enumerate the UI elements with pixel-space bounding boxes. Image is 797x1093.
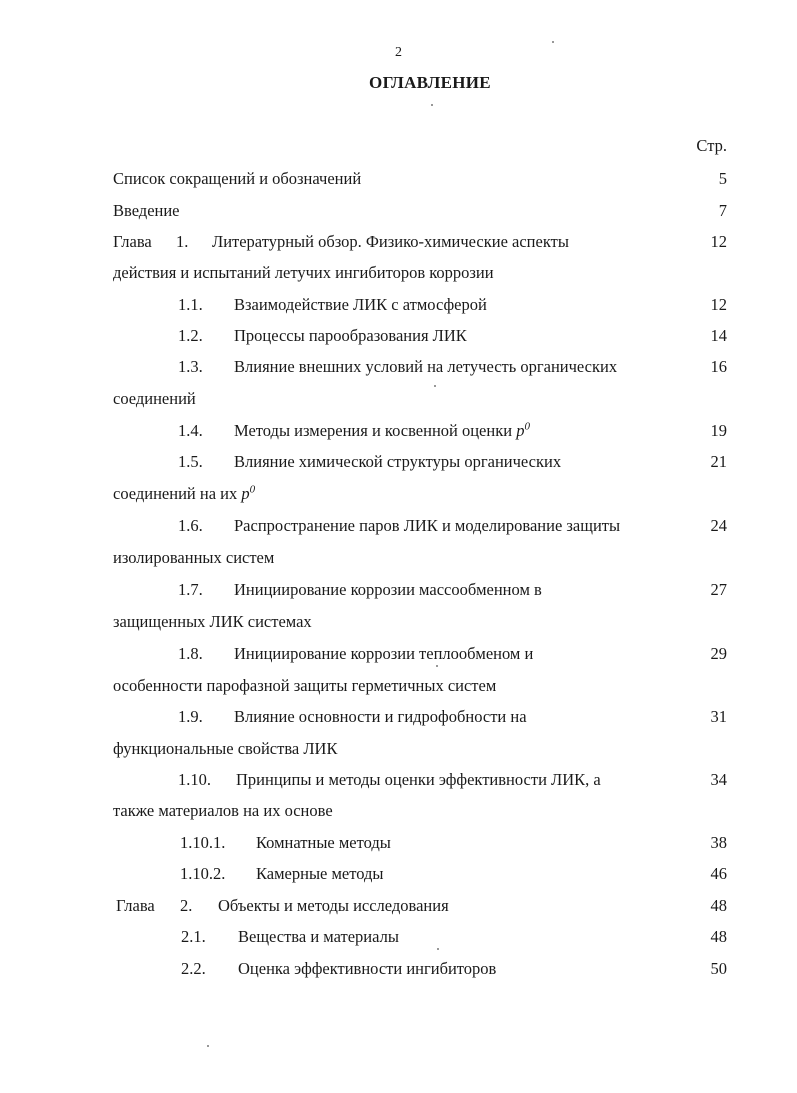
- toc-entry-page: 38: [710, 833, 727, 852]
- toc-entry-continuation: изолированных систем: [113, 548, 275, 567]
- toc-entry-number: 1.7.: [178, 580, 203, 599]
- toc-entry-page: 46: [710, 864, 727, 883]
- toc-entry-page: 5: [718, 169, 727, 188]
- page-title: ОГЛАВЛЕНИЕ: [369, 73, 491, 92]
- toc-entry-page: 7: [718, 201, 727, 220]
- toc-entry-number: 1.2.: [178, 326, 203, 345]
- toc-entry-continuation: соединений: [113, 389, 196, 408]
- toc-entry-continuation: также материалов на их основе: [113, 801, 333, 820]
- toc-entry-text: Список сокращений и обозначений: [113, 169, 362, 188]
- toc-entry-text: Методы измерения и косвенной оценки: [234, 421, 513, 440]
- toc-chapter-label: Глава: [116, 896, 155, 915]
- toc-chapter-label: Глава: [113, 232, 152, 251]
- toc-entry-page: 48: [710, 896, 727, 915]
- toc-entry-page: 27: [710, 580, 727, 599]
- page-column-header: Стр.: [696, 136, 727, 155]
- toc-entry-continuation-line: [113, 484, 255, 504]
- toc-entry-text: Влияние химической структуры органических: [234, 452, 562, 471]
- toc-entry-text: Литературный обзор. Физико-химические аспекты: [212, 232, 569, 251]
- toc-entry-page: 19: [710, 421, 727, 440]
- toc-entry-number: 1.10.2.: [180, 864, 226, 883]
- toc-entry-text: Взаимодействие ЛИК с атмосферой: [234, 295, 487, 314]
- toc-entry-text: Камерные методы: [256, 864, 384, 883]
- toc-entry-page: 16: [710, 357, 727, 376]
- toc-entry-number: 1.6.: [178, 516, 203, 535]
- page-number: 2: [395, 45, 402, 60]
- toc-entry-text: Влияние основности и гидрофобности на: [234, 707, 527, 726]
- toc-entry-page: 12: [710, 295, 727, 314]
- toc-entry-continuation: защищенных ЛИК системах: [113, 612, 312, 631]
- toc-entry-page: 48: [710, 927, 727, 946]
- vapor-pressure-superscript: 0: [524, 420, 530, 433]
- toc-entry-continuation: соединений на их: [113, 484, 238, 503]
- toc-entry-continuation: функциональные свойства ЛИК: [113, 739, 338, 758]
- scan-speck: [436, 665, 438, 667]
- vapor-pressure-superscript: 0: [249, 483, 256, 496]
- toc-entry-number: 1.10.: [178, 770, 211, 789]
- toc-entry-number: 1.10.1.: [180, 833, 226, 852]
- toc-entry-continuation: особенности парофазной защиты герметичных систем: [113, 676, 497, 695]
- toc-entry-number: 1.8.: [178, 644, 203, 663]
- scan-speck: [207, 1045, 209, 1047]
- toc-entry-page: 12: [710, 232, 727, 251]
- scan-speck: [552, 41, 554, 43]
- vapor-pressure-symbol: p: [241, 484, 250, 503]
- toc-entry-text: Принципы и методы оценки эффективности ЛИК, а: [236, 770, 601, 789]
- toc-entry-page: 29: [710, 644, 727, 663]
- toc-entry-number: 1.3.: [178, 357, 203, 376]
- toc-entry-text: Инициирование коррозии теплообменом и: [234, 644, 534, 663]
- toc-entry-text: Комнатные методы: [256, 833, 391, 852]
- scan-speck: [431, 104, 433, 106]
- toc-entry-text: Объекты и методы исследования: [218, 896, 449, 915]
- toc-entry-page: 34: [710, 770, 727, 789]
- toc-entry-number: 2.: [180, 896, 193, 915]
- toc-entry-text: Влияние внешних условий на летучесть органических: [234, 357, 618, 376]
- toc-entry-page: 21: [710, 452, 727, 471]
- vapor-pressure-symbol: p: [516, 421, 525, 440]
- toc-entry-page: 24: [710, 516, 727, 535]
- toc-entry-number: 1.5.: [178, 452, 203, 471]
- toc-entry-number: 2.2.: [181, 959, 206, 978]
- toc-entry-text: Введение: [113, 201, 180, 220]
- toc-entry-text: Процессы парообразования ЛИК: [234, 326, 467, 345]
- toc-entry-text: Оценка эффективности ингибиторов: [238, 959, 497, 978]
- toc-entry-number: 1.9.: [178, 707, 203, 726]
- toc-entry-number: 2.1.: [181, 927, 206, 946]
- toc-entry-continuation: действия и испытаний летучих ингибиторов коррозии: [113, 263, 494, 282]
- scan-speck: [434, 385, 436, 387]
- toc-entry-number: 1.4.: [178, 421, 203, 440]
- toc-entry-text: Вещества и материалы: [238, 927, 399, 946]
- toc-entry-text-line: [234, 421, 530, 441]
- scan-speck: [437, 948, 439, 950]
- toc-entry-page: 50: [710, 959, 727, 978]
- toc-entry-text: Инициирование коррозии массообменном в: [234, 580, 542, 599]
- toc-entry-number: 1.1.: [178, 295, 203, 314]
- toc-entry-text: Распространение паров ЛИК и моделирование защиты: [234, 516, 621, 535]
- toc-entry-number: 1.: [176, 232, 189, 251]
- toc-entry-page: 14: [710, 326, 727, 345]
- toc-entry-page: 31: [710, 707, 727, 726]
